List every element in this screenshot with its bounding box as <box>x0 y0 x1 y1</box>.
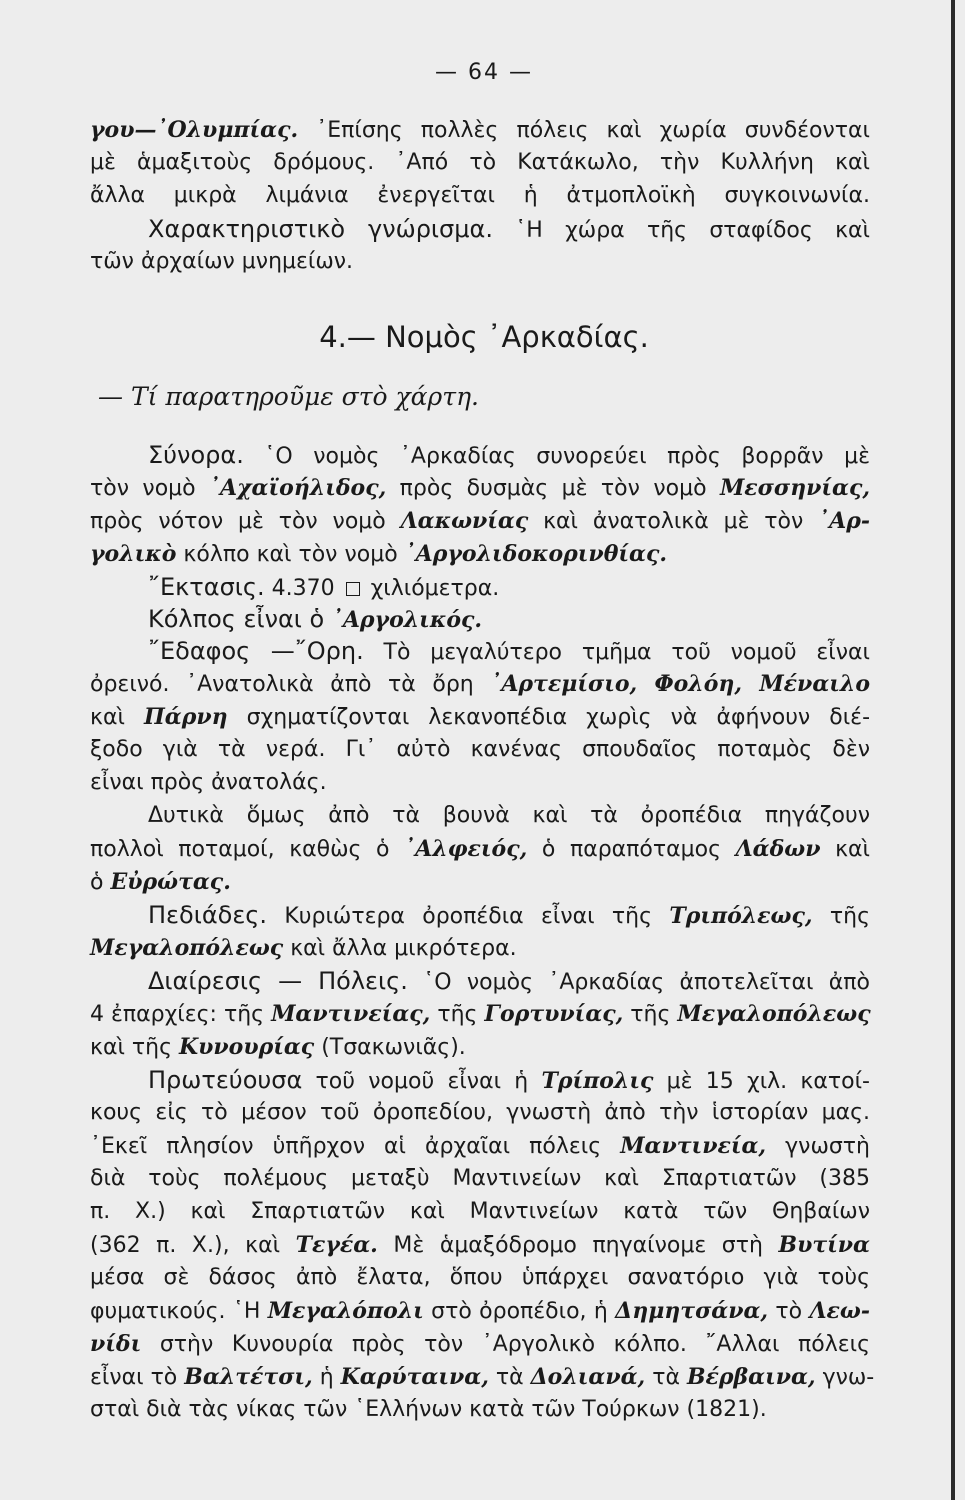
text-run: τὰ <box>645 1365 687 1390</box>
text-run: τὰ <box>488 1365 531 1390</box>
text-line <box>90 933 870 964</box>
italic-term: Βυτίνα <box>778 1232 870 1258</box>
text-run: ἡ <box>312 1365 341 1390</box>
text-line <box>90 1230 870 1261</box>
text-run: καὶ ἀνατολικὰ μὲ τὸν <box>528 509 819 534</box>
text-run: Τὸ μεγαλύτερο τμῆμα τοῦ νομοῦ εἶναι <box>363 640 870 665</box>
section-label: ῎Εδαφος —῎Ορη. <box>148 637 364 665</box>
text-line: εἶναι πρὸς ἀνατολάς. <box>90 770 327 795</box>
text-run: καὶ ἄλλα μικρότερα. <box>283 936 517 961</box>
italic-term: ᾿Αλφειός, <box>404 836 528 862</box>
text-line: διὰ τοὺς πολέμους μεταξὺ Μαντινείων καὶ Σπαρτιατῶν (385 <box>90 1166 870 1191</box>
italic-term: ᾿Αρ- <box>818 508 870 534</box>
section-label: Σύνορα. <box>148 441 244 469</box>
section-label: ῎Εκτασις. <box>148 573 265 601</box>
text-run: τὸ <box>768 1299 810 1324</box>
text-run: μὲ 15 χιλ. κατοί- <box>653 1069 870 1094</box>
text-line <box>90 1329 870 1360</box>
italic-term: Τεγέα. <box>295 1232 378 1258</box>
book-page <box>90 0 878 1500</box>
page-number: — 64 — <box>435 60 533 85</box>
italic-term: Μεσσηνίας, <box>719 475 870 501</box>
italic-term: Λεω- <box>809 1298 870 1324</box>
text-run: πρὸς δυσμὰς μὲ τὸν νομὸ <box>386 476 720 501</box>
italic-term: Εὐρώτας. <box>110 869 231 895</box>
text-run: φυματικούς. ῾Η <box>90 1299 268 1324</box>
italic-term: Μεγαλόπολι <box>267 1298 424 1324</box>
text-run: τὸν νομὸ <box>90 476 210 501</box>
italic-term: Μαντινεία, <box>620 1133 767 1159</box>
text-run: καὶ <box>90 705 144 730</box>
italic-term: Δημητσάνα, <box>615 1298 769 1324</box>
text-run: (Τσακωνιᾶς). <box>314 1035 466 1060</box>
text-line <box>148 636 870 668</box>
text-line: κους εἰς τὸ μέσον τοῦ ὀροπεδίου, γνωστὴ ἀπὸ τὴν ἱστορίαν μας. <box>90 1100 870 1125</box>
text-line <box>90 867 870 898</box>
text-run: τῆς <box>430 1002 485 1027</box>
italic-term: Μεγαλοπόλεως <box>90 935 284 961</box>
text-run: χιλιόμετρα. <box>363 576 500 601</box>
italic-term: Λάδων <box>735 836 821 862</box>
text-line <box>90 1131 870 1162</box>
text-run: πολλοὶ ποταμοί, καθὼς ὁ <box>90 837 405 862</box>
text-line: π. Χ.) καὶ Σπαρτιατῶν καὶ Μαντινείων κατὰ τῶν Θηβαίων <box>90 1199 870 1224</box>
italic-term: Κυνουρίας <box>179 1034 315 1060</box>
text-run: τοῦ νομοῦ εἶναι ἡ <box>302 1069 542 1094</box>
text-line: σταὶ διὰ τὰς νίκας τῶν ῾Ελλήνων κατὰ τῶν Τούρκων (1821). <box>90 1397 767 1422</box>
text-run: ὁ παραπόταμος <box>527 837 736 862</box>
text-line <box>90 669 870 700</box>
text-line: μὲ ἁμαξιτοὺς δρόμους. ᾿Από τὸ Κατάκωλο, τὴν Κυλλήνη καὶ <box>90 150 870 175</box>
text-line <box>148 604 870 636</box>
text-run: κόλπο καὶ τὸν νομὸ <box>176 542 405 567</box>
italic-term: Δολιανά, <box>530 1364 646 1390</box>
text-line: Δυτικὰ ὅμως ἀπὸ τὰ βουνὰ καὶ τὰ ὀροπέδια πηγάζουν <box>148 803 870 828</box>
italic-term: νίδι <box>90 1331 142 1357</box>
section-label: Πεδιάδες. <box>148 901 268 929</box>
page-edge <box>951 0 955 1500</box>
text-run: πρὸς νότον μὲ τὸν νομὸ <box>90 509 401 534</box>
text-run: γνω- <box>815 1365 875 1390</box>
text-run: ῾Ο νομὸς ᾿Αρκαδίας συνορεύει πρὸς βορρᾶν μὲ <box>243 444 870 469</box>
text-line <box>90 1296 870 1327</box>
text-line <box>90 1032 870 1063</box>
text-run: καὶ τῆς <box>90 1035 179 1060</box>
text-line <box>148 1065 870 1097</box>
text-run: (362 π. Χ.), καὶ <box>90 1233 296 1258</box>
italic-term: γολικὸ <box>90 541 177 567</box>
text-line <box>148 900 870 932</box>
text-run: γνωστὴ <box>766 1134 870 1159</box>
section-label: Χαρακτηριστικὸ γνώρισμα. <box>148 215 493 243</box>
italic-term: ᾿Αργολιδοκορινθίας. <box>404 541 667 567</box>
text-run: ὁ <box>90 870 111 895</box>
text-run: ῾Ο νομὸς ᾿Αρκαδίας ἀποτελεῖται ἀπὸ <box>407 970 870 995</box>
italic-term: γου—᾿Ολυμπίας. <box>90 117 299 143</box>
text-line <box>148 572 870 604</box>
text-run: εἶναι τὸ <box>90 1365 185 1390</box>
section-heading: 4.— Νομὸς ᾿Αρκαδίας. <box>319 320 649 354</box>
italic-term: Μαντινείας, <box>271 1001 431 1027</box>
italic-term: ᾿Αρτεμίσιο, Φολόη, Μέναιλο <box>490 671 870 697</box>
subheading: — Τί παρατηροῦμε στὸ χάρτη. <box>98 382 480 411</box>
italic-term: Τρίπολις <box>541 1068 654 1094</box>
text-line: τῶν ἀρχαίων μνημείων. <box>90 249 354 274</box>
text-line: ἄλλα μικρὰ λιμάνια ἐνεργεῖται ἡ ἀτμοπλοϊκὴ συγκοινωνία. <box>90 183 870 208</box>
text-run: ῾Η χώρα τῆς σταφίδος καὶ <box>493 218 870 243</box>
italic-term: ᾿Αχαϊοήλιδος, <box>209 475 387 501</box>
text-run: ὀρεινό. ᾿Ανατολικὰ ἀπὸ τὰ ὄρη <box>90 672 491 697</box>
italic-term: Πάρνη <box>143 704 228 730</box>
italic-term: Καρύταινα, <box>340 1364 489 1390</box>
italic-term: Βαλτέτσι, <box>184 1364 313 1390</box>
section-label: Πρωτεύουσα <box>148 1066 303 1094</box>
text-run: Κυριώτερα ὀροπέδια εἶναι τῆς <box>267 904 670 929</box>
text-line: ξοδο γιὰ τὰ νερά. Γι᾿ αὐτὸ κανένας σπουδαῖος ποταμὸς δὲν <box>90 737 870 762</box>
text-run: τῆς <box>623 1002 678 1027</box>
italic-term: ᾿Αργολικός. <box>331 607 483 633</box>
text-run: Μὲ ἁμαξόδρομο πηγαίνομε στὴ <box>377 1233 779 1258</box>
text-line <box>90 999 870 1030</box>
text-line: μέσα σὲ δάσος ἀπὸ ἔλατα, ὅπου ὑπάρχει σανατόριο γιὰ τοὺς <box>90 1265 870 1290</box>
text-line <box>90 473 870 504</box>
text-line <box>90 115 870 146</box>
text-run: σχηματίζονται λεκανοπέδια χωρὶς νὰ ἀφήνουν διέ- <box>227 705 871 730</box>
text-line <box>90 702 870 733</box>
italic-term: Τριπόλεως, <box>669 903 813 929</box>
text-line <box>148 214 870 246</box>
section-label: Διαίρεσις — Πόλεις. <box>148 967 408 995</box>
text-line <box>90 1362 875 1393</box>
text-line <box>90 506 870 537</box>
text-run: 4.370 <box>264 576 342 601</box>
text-line <box>148 966 870 998</box>
italic-term: Μεγαλοπόλεως <box>677 1001 871 1027</box>
italic-term: Βέρβαινα, <box>686 1364 816 1390</box>
text-run: καὶ <box>820 837 870 862</box>
text-line <box>148 440 870 472</box>
text-line <box>90 834 870 865</box>
section-label: Κόλπος εἶναι ὁ <box>148 605 332 633</box>
text-run: 4 ἐπαρχίες: τῆς <box>90 1002 272 1027</box>
text-line <box>90 539 870 570</box>
text-run: ᾿Εκεῖ πλησίον ὑπῆρχον αἱ ἀρχαῖαι πόλεις <box>90 1134 621 1159</box>
square-km-symbol <box>346 582 360 596</box>
italic-term: Γορτυνίας, <box>484 1001 624 1027</box>
italic-term: Λακωνίας <box>400 508 529 534</box>
text-run: ᾿Επίσης πολλὲς πόλεις καὶ χωρία συνδέονται <box>298 118 870 143</box>
text-run: τῆς <box>812 904 870 929</box>
text-run: στὴν Κυνουρία πρὸς τὸν ᾿Αργολικὸ κόλπο. ῎Αλλαι πόλεις <box>141 1332 870 1357</box>
text-run: στὸ ὀροπέδιο, ἡ <box>423 1299 616 1324</box>
